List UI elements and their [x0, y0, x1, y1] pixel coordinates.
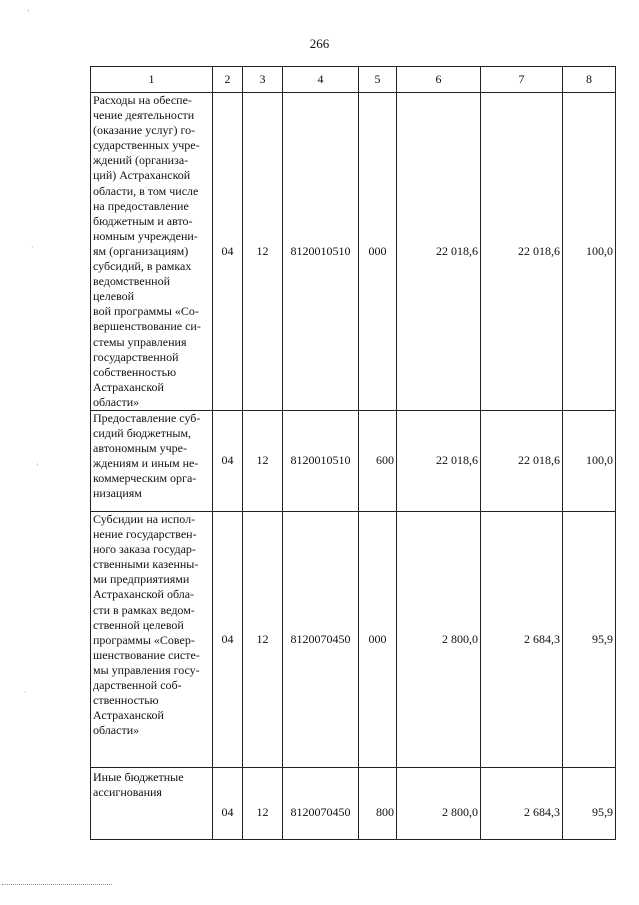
target-article-code: 8120070450 [283, 767, 359, 839]
column-header: 7 [481, 67, 563, 93]
planned-amount: 2 800,0 [397, 767, 481, 839]
planned-amount: 2 800,0 [397, 511, 481, 767]
expense-type-code: 000 [359, 93, 397, 411]
table-row [91, 511, 616, 767]
target-article-code: 8120010510 [283, 410, 359, 511]
scan-mark: ʼ [27, 8, 30, 17]
column-header: 5 [359, 67, 397, 93]
table-row [91, 93, 616, 411]
row-description: Расходы на обеспе- чение деятельности (оказание услуг) го- сударственных учре- ждений (организа- ций) Астраханской области, в том числе на предоставление бюджетным и авто- номным учреждени- ям (организациям) субсидий, в рамках ведомственной целевой вой программы «Со- вершенствование си- стемы управления государственной собственностью Астраханской области» [91, 93, 213, 411]
scan-artifact-line [2, 884, 112, 885]
target-article-code: 8120070450 [283, 511, 359, 767]
section-code: 04 [213, 767, 243, 839]
actual-amount: 2 684,3 [481, 767, 563, 839]
column-header: 8 [563, 67, 616, 93]
expense-type-code: 600 [359, 410, 397, 511]
expense-type-code: 000 [359, 511, 397, 767]
budget-table [90, 66, 616, 840]
column-header: 6 [397, 67, 481, 93]
table-row [91, 410, 616, 511]
row-description: Предоставление суб- сидий бюджетным, автономным учре- ждениям и иным не- коммерческим орга- низациям [91, 410, 213, 511]
column-header: 2 [213, 67, 243, 93]
subsection-code: 12 [243, 767, 283, 839]
column-header: 3 [243, 67, 283, 93]
row-description: Субсидии на испол- нение государствен- ного заказа государ- ственными казенны- ми предприятиями Астраханской обла- сти в рамках ведом- ственной целевой программы «Совер- шенствование систе- мы управления госу- дарственной соб- ственностью Астраханской области» [91, 511, 213, 767]
execution-percent: 95,9 [563, 767, 616, 839]
table-row [91, 767, 616, 839]
section-code: 04 [213, 93, 243, 411]
page-number: 266 [309, 36, 330, 51]
execution-percent: 95,9 [563, 511, 616, 767]
section-code: 04 [213, 410, 243, 511]
target-article-code: 8120010510 [283, 93, 359, 411]
actual-amount: 2 684,3 [481, 511, 563, 767]
subsection-code: 12 [243, 93, 283, 411]
section-code: 04 [213, 511, 243, 767]
column-header: 1 [91, 67, 213, 93]
scan-mark: · [31, 243, 34, 252]
actual-amount: 22 018,6 [481, 93, 563, 411]
planned-amount: 22 018,6 [397, 93, 481, 411]
header-row [91, 67, 616, 93]
row-description: Иные бюджетные ассигнования [91, 767, 213, 839]
actual-amount: 22 018,6 [481, 410, 563, 511]
scan-mark: · [24, 688, 27, 697]
scan-mark: ʼ [36, 462, 39, 471]
execution-percent: 100,0 [563, 410, 616, 511]
planned-amount: 22 018,6 [397, 410, 481, 511]
column-header: 4 [283, 67, 359, 93]
execution-percent: 100,0 [563, 93, 616, 411]
subsection-code: 12 [243, 511, 283, 767]
subsection-code: 12 [243, 410, 283, 511]
expense-type-code: 800 [359, 767, 397, 839]
